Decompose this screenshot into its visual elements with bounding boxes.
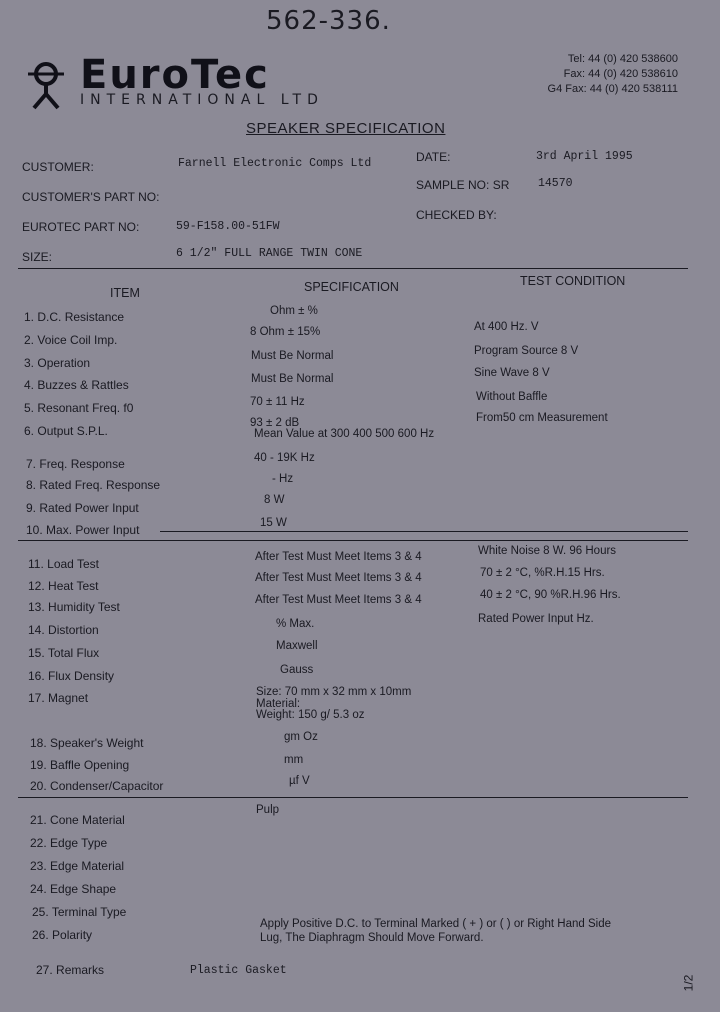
spec-20: µf V [289,775,310,787]
item-row-1: 1. D.C. Resistance [24,310,125,324]
contact-g4fax: G4 Fax: 44 (0) 420 538111 [547,83,678,95]
item-row-27: 27. Remarks [36,963,105,977]
date-value: 3rd April 1995 [536,150,633,163]
spec-9: 8 W [264,494,285,506]
item-row-19: 19. Baffle Opening [30,758,130,772]
contact-fax: Fax: 44 (0) 420 538610 [563,68,678,80]
item-row-6: 6. Output S.P.L. [24,424,108,438]
polarity-line-2: Lug, The Diaphragm Should Move Forward. [260,932,484,944]
spec-19: mm [284,754,304,766]
cond-5: Without Baffle [476,391,548,403]
magnet-size: Size: 70 mm x 32 mm x 10mm [256,686,412,698]
company-name: EuroTec [80,52,270,98]
spec-6: 93 ± 2 dB [250,417,300,429]
size-value: 6 1/2" FULL RANGE TWIN CONE [176,247,363,260]
sample-label: SAMPLE NO: SR [416,178,510,192]
cond-12: 70 ± 2 °C, %R.H.15 Hrs. [480,567,605,579]
sample-value: 14570 [538,177,573,190]
cond-6: From50 cm Measurement [476,412,608,424]
item-row-21: 21. Cone Material [30,813,125,827]
item-row-22: 22. Edge Type [30,836,108,850]
item-row-9: 9. Rated Power Input [26,501,139,515]
spec-13: After Test Must Meet Items 3 & 4 [255,594,422,606]
eurotec-logo-icon [24,54,72,110]
item-row-25: 25. Terminal Type [32,905,127,919]
page-marker: 1/2 [681,974,696,992]
company-subtitle: INTERNATIONAL LTD [80,92,324,108]
item-row-26: 26. Polarity [32,928,93,942]
contact-block [548,52,678,97]
spec-4: Must Be Normal [251,373,334,385]
spec-8: - Hz [272,473,294,485]
eurotec-part-value: 59-F158.00-51FW [176,220,280,233]
cond-3: Program Source 8 V [474,345,579,357]
item-row-2: 2. Voice Coil Imp. [24,333,118,347]
item-row-3: 3. Operation [24,356,91,370]
polarity-line-1: Apply Positive D.C. to Terminal Marked ( + ) or ( ) or Right Hand Side [260,918,611,930]
item-row-12: 12. Heat Test [28,579,99,593]
spec-7: 40 - 19K Hz [254,452,315,464]
divider-top [18,268,688,269]
item-row-20: 20. Condenser/Capacitor [30,779,164,793]
item-row-24: 24. Edge Shape [30,882,117,896]
cond-2: At 400 Hz. V [474,321,539,333]
reference-number: 562-336. [266,6,391,36]
contact-tel: Tel: 44 (0) 420 538600 [567,53,678,65]
item-row-4: 4. Buzzes & Rattles [24,378,129,392]
spec-18: gm Oz [284,731,318,743]
cond-14: Rated Power Input Hz. [478,613,594,625]
spec-15: Maxwell [276,640,318,652]
spec-12: After Test Must Meet Items 3 & 4 [255,572,422,584]
checked-label: CHECKED BY: [416,208,497,222]
item-row-14: 14. Distortion [28,623,99,637]
spec-11: After Test Must Meet Items 3 & 4 [255,551,422,563]
magnet-weight: Weight: 150 g/ 5.3 oz [256,709,365,721]
spec-2: 8 Ohm ± 15% [250,326,321,338]
spec-27: Plastic Gasket [190,964,287,977]
item-row-8: 8. Rated Freq. Response [26,478,161,492]
customer-value: Farnell Electronic Comps Ltd [178,157,372,170]
cond-4: Sine Wave 8 V [474,367,550,379]
item-row-11: 11. Load Test [28,557,99,571]
customers-part-label: CUSTOMER'S PART NO: [22,190,160,204]
divider-mid-1 [160,531,688,532]
cond-11: White Noise 8 W. 96 Hours [478,545,617,557]
spec-14: % Max. [276,618,315,630]
col-item: ITEM [110,286,140,300]
eurotec-part-label: EUROTEC PART NO: [22,220,140,234]
spec-1: Ohm ± % [270,305,318,317]
page-title: SPEAKER SPECIFICATION [246,120,446,137]
spec-10: 15 W [260,517,287,529]
item-row-13: 13. Humidity Test [28,600,120,614]
item-row-15: 15. Total Flux [28,646,100,660]
item-row-17: 17. Magnet [28,691,89,705]
output-mean-value: Mean Value at 300 400 500 600 Hz [254,428,435,440]
item-row-5: 5. Resonant Freq. f0 [24,401,134,415]
item-row-18: 18. Speaker's Weight [30,736,144,750]
item-row-10: 10. Max. Power Input [26,523,140,537]
spec-16: Gauss [280,664,314,676]
col-specification: SPECIFICATION [304,280,399,294]
spec-5: 70 ± 11 Hz [250,396,305,408]
magnet-material: Material: [256,698,301,710]
divider-lower [18,797,688,798]
item-row-23: 23. Edge Material [30,859,125,873]
divider-mid-2 [18,540,688,541]
customer-label: CUSTOMER: [22,160,94,174]
item-row-16: 16. Flux Density [28,669,115,683]
date-label: DATE: [416,150,451,164]
item-row-7: 7. Freq. Response [26,457,125,471]
size-label: SIZE: [22,250,53,264]
spec-3: Must Be Normal [251,350,334,362]
col-test-condition: TEST CONDITION [520,274,626,288]
spec-21: Pulp [256,804,280,816]
cond-13: 40 ± 2 °C, 90 %R.H.96 Hrs. [480,589,621,601]
